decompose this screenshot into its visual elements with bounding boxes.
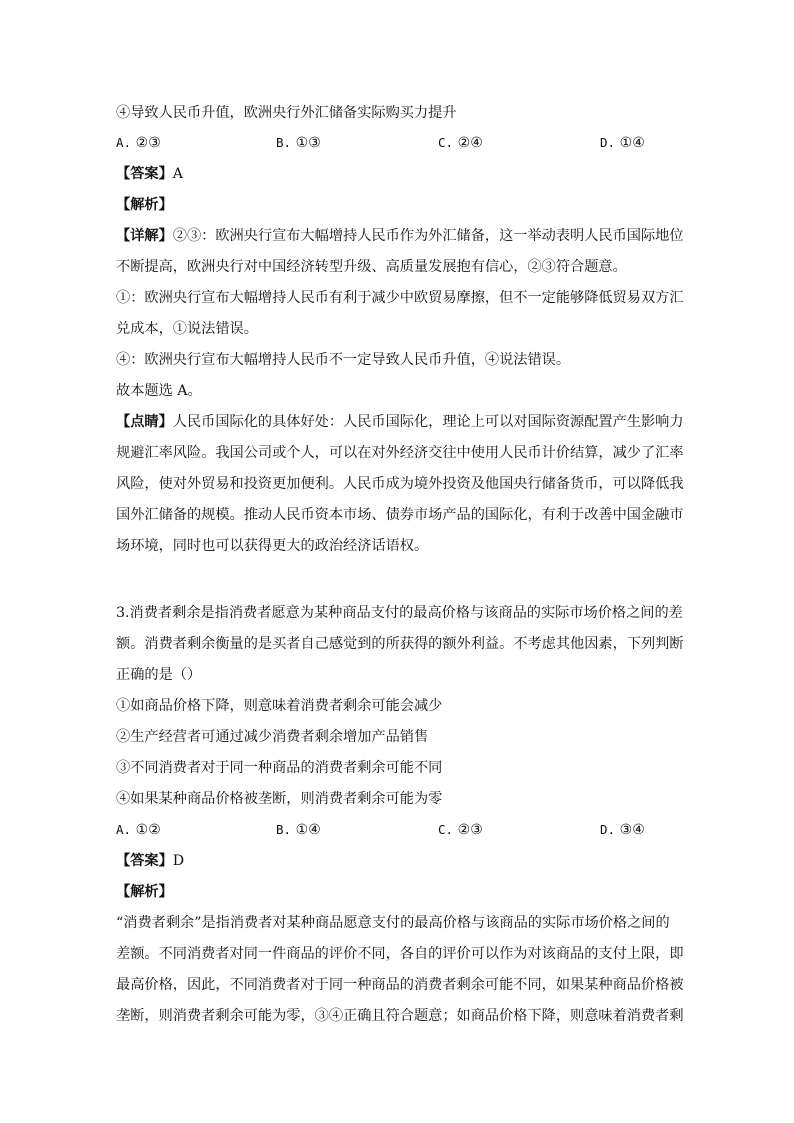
question-line-1: 额。消费者剩余衡量的是买者自己感觉到的所获得的额外利益。不考虑其他因素，下列判断: [116, 636, 684, 652]
option-c: C. ②④: [438, 135, 484, 151]
option-a: A. ①②: [116, 822, 162, 838]
statement-3: ③不同消费者对于同一种商品的消费者剩余可能不同: [116, 760, 443, 776]
detail-line-1: 不断提高，欧洲央行对中国经济转型升级、高质量发展抱有信心，②③符合题意。: [116, 259, 627, 275]
analysis-line-0: “消费者剩余”是指消费者对某种商品愿意支付的最高价格与该商品的实际市场价格之间的: [116, 915, 670, 931]
tip-line-1: 规避汇率风险。我国公司或个人，可以在对外经济交往中使用人民币计价结算，减少了汇率: [116, 445, 684, 461]
tip-line-2: 风险，使对外贸易和投资更加便利。人民币成为境外投资及他国央行储备货币，可以降低我: [116, 476, 684, 492]
option-d: D. ①④: [600, 135, 646, 151]
analysis-heading-1: 【解析】: [116, 197, 173, 213]
analysis-line-1: 差额。不同消费者对同一件商品的评价不同，各自的评价可以作为对该商品的支付上限，即: [116, 946, 684, 962]
options-row-1: [116, 133, 696, 153]
question-line-2: 正确的是（）: [116, 667, 202, 683]
analysis-line-2: 最高价格，因此，不同消费者对于同一种商品的消费者剩余可能不同，如果某种商品价格被: [116, 977, 684, 993]
option-d: D. ③④: [600, 822, 646, 838]
detail-line-3: 兑成本，①说法错误。: [116, 321, 258, 337]
detail-line-2: ①：欧洲央行宣布大幅增持人民币有利于减少中欧贸易摩擦，但不一定能够降低贸易双方汇: [116, 290, 684, 306]
detail-line-5: 故本题选 A。: [116, 383, 202, 399]
analysis-line-3: 垄断，则消费者剩余可能为零，③④正确且符合题意；如商品价格下降，则意味着消费者剩: [116, 1008, 684, 1024]
answer-line-1: 【答案】A: [116, 166, 184, 182]
option-b: B. ①④: [276, 822, 322, 838]
option-b: B. ①③: [276, 135, 322, 151]
question-line-0: 3.消费者剩余是指消费者愿意为某种商品支付的最高价格与该商品的实际市场价格之间的差: [116, 605, 683, 621]
analysis-heading-2: 【解析】: [116, 884, 173, 900]
answer-line-2: 【答案】D: [116, 853, 185, 869]
option-a: A. ②③: [116, 135, 162, 151]
statement-4: ④如果某种商品价格被垄断，则消费者剩余可能为零: [116, 791, 443, 807]
tip-line-3: 国外汇储备的规模。推动人民币资本市场、债券市场产品的国际化，有利于改善中国金融市: [116, 507, 684, 523]
detail-line-4: ④：欧洲央行宣布大幅增持人民币不一定导致人民币升值，④说法错误。: [116, 352, 571, 368]
tip-line-4: 场环境，同时也可以获得更大的政治经济话语权。: [116, 538, 429, 554]
detail-line-0: 【详解】②③：欧洲央行宣布大幅增持人民币作为外汇储备，这一举动表明人民币国际地位: [116, 228, 684, 244]
tip-line-0: 【点睛】人民币国际化的具体好处：人民币国际化，理论上可以对国际资源配置产生影响力: [116, 414, 684, 430]
statement-1: ①如商品价格下降，则意味着消费者剩余可能会减少: [116, 698, 443, 714]
statement-2: ②生产经营者可通过减少消费者剩余增加产品销售: [116, 729, 429, 745]
option-c: C. ②③: [438, 822, 484, 838]
statement-4-prev: ④导致人民币升值，欧洲央行外汇储备实际购买力提升: [116, 105, 457, 121]
options-row-2: [116, 820, 696, 840]
